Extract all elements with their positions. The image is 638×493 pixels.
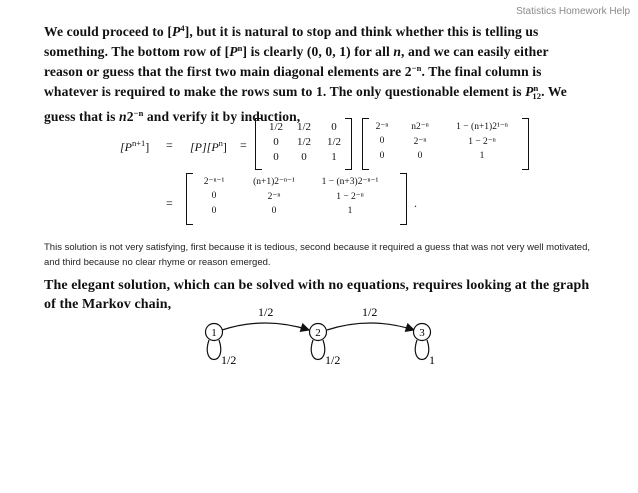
mat-pn-cell: 0	[379, 136, 385, 146]
mat-p-cell: 0	[301, 151, 307, 163]
mat-pn-cell: 2⁻ⁿ	[375, 122, 389, 132]
mat-pn-cell: n2⁻ⁿ	[411, 122, 429, 132]
mat-r-cell: 1 − 2⁻ⁿ	[336, 192, 364, 202]
loop-2	[311, 340, 325, 360]
mat-r-cell: 0	[271, 206, 277, 216]
edge-label-2-3: 1/2	[362, 305, 378, 319]
para1-line3: reason or guess that the first two main diagonal elements are $2^{-n}$. The final column is	[44, 63, 542, 79]
loop-3	[415, 340, 429, 360]
edge-2-3	[327, 323, 414, 330]
mat-r-cell: 0	[211, 206, 217, 216]
watermark-label: Statistics Homework Help	[516, 6, 630, 17]
equals-sign-1: =	[166, 138, 173, 152]
mat-p-cell: 1/2	[296, 136, 312, 148]
mat-pn-cell: 1 − 2⁻ⁿ	[468, 137, 496, 147]
commentary-note: This solution is not very satisfying, first because it is tedious, second because it required a guess that was not very well motivated, and third because no clear rhyme or reason emerged.	[44, 242, 590, 268]
loop-label-3: 1	[429, 353, 435, 367]
mat-p-cell: 0	[273, 136, 279, 148]
mat-pn-cell: 1	[479, 151, 485, 161]
edge-label-1-2: 1/2	[258, 305, 274, 319]
para1-line2: something. The bottom row of $[P^n]$ is clearly (0, 0, 1) for all n, and we can easily either	[44, 43, 549, 59]
equation-middle: $[P][P^n]$	[190, 138, 227, 154]
mat-p-cell: 0	[273, 151, 279, 163]
mat-p-cell: 1/2	[268, 121, 284, 133]
node-2-label: 2	[315, 327, 321, 339]
mat-p-cell: 1	[331, 151, 337, 163]
mat-r-cell: 0	[211, 191, 217, 201]
loop-label-1: 1/2	[221, 353, 237, 367]
mat-r-cell: 1	[347, 206, 353, 216]
para1-line5: guess that is $n2^{-n}$ and verify it by induction,	[44, 108, 301, 124]
node-1-label: 1	[211, 327, 217, 339]
para1-line1: We could proceed to $[P^4]$, but it is natural to stop and think whether this is telling us	[44, 23, 539, 39]
mat-r-cell: 1 − (n+3)2⁻ⁿ⁻¹	[321, 177, 379, 187]
equation-lhs: $[P^{n+1}]$	[120, 138, 150, 154]
node-3-label: 3	[419, 327, 425, 339]
mat-pn-cell: 1 − (n+1)2¹⁻ⁿ	[456, 122, 508, 132]
mat-p-cell: 0	[331, 121, 337, 133]
edge-1-2	[222, 323, 309, 330]
mat-p-cell: 1/2	[296, 121, 312, 133]
mat-pn-cell: 0	[379, 151, 385, 161]
equals-sign-2: =	[240, 138, 247, 152]
mat-pn-cell: 2⁻ⁿ	[413, 137, 427, 147]
equals-sign-3: =	[166, 196, 173, 210]
mat-r-cell: 2⁻ⁿ	[267, 192, 281, 202]
mat-p-cell: 1/2	[326, 136, 342, 148]
paragraph-elegant: The elegant solution, which can be solved with no equations, requires looking at the graph of the Markov chain,	[44, 278, 590, 312]
para1-line4: whatever is required to make the rows sum to 1. The only questionable element is $P^n_{12}$. We	[44, 83, 567, 101]
mat-r-cell: (n+1)2⁻ⁿ⁻¹	[253, 177, 295, 187]
equation-period: .	[414, 196, 417, 210]
mat-pn-cell: 0	[417, 151, 423, 161]
loop-1	[207, 340, 221, 360]
mat-r-cell: 2⁻ⁿ⁻¹	[203, 177, 225, 187]
loop-label-2: 1/2	[325, 353, 341, 367]
